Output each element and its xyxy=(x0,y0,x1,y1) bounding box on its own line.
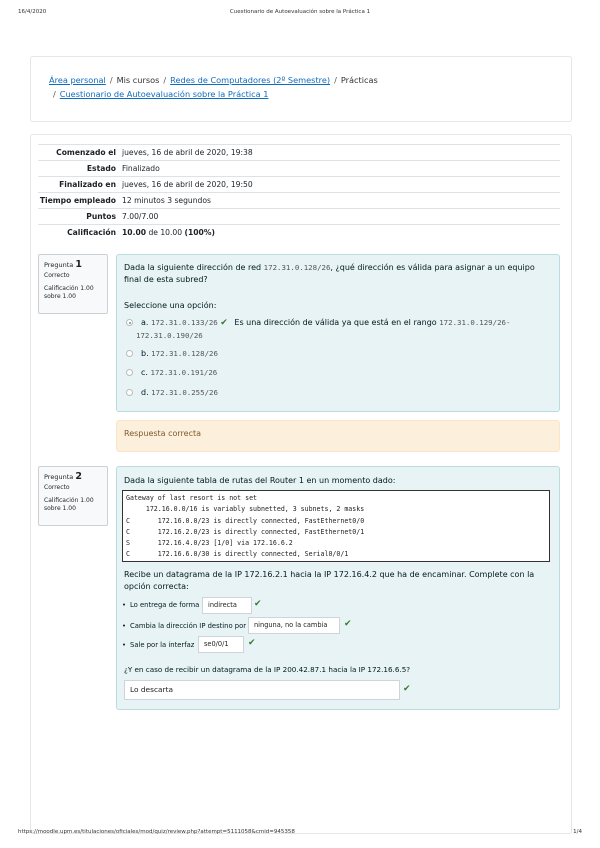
print-title: Cuestionario de Autoevaluación sobre la Práctica 1 xyxy=(229,9,371,15)
summary-value: jueves, 16 de abril de 2020, 19:38 xyxy=(122,148,253,157)
routing-line: C 172.16.2.0/23 is directly connected, FastEthernet0/1 xyxy=(126,527,365,536)
followup-answer-input[interactable]: Lo descarta xyxy=(124,680,400,700)
question-state: Correcto xyxy=(44,484,70,491)
option-explanation: Es una dirección de válida ya que está en el rango xyxy=(234,318,440,327)
routing-line: C 172.16.0.0/23 is directly connected, FastEthernet0/0 xyxy=(126,516,365,525)
breadcrumb-separator: / xyxy=(163,75,167,85)
blank-3-input[interactable]: se0/0/1 xyxy=(198,636,244,653)
attempt-summary-table xyxy=(38,144,560,240)
breadcrumb-course[interactable]: Redes de Computadores (2º Semestre) xyxy=(170,75,331,85)
summary-key: Comenzado el xyxy=(56,148,116,157)
question-number-value: 1 xyxy=(75,259,82,270)
blank-3-label: • Sale por la interfaz xyxy=(122,641,194,649)
print-date: 16/4/2020 xyxy=(18,9,47,15)
question-prompt: Seleccione una opción: xyxy=(124,301,217,310)
summary-key: Estado xyxy=(86,164,116,173)
blank-2-input[interactable]: ninguna, no la cambia xyxy=(248,617,340,634)
summary-key: Calificación xyxy=(67,228,116,237)
check-icon: ✔ xyxy=(344,619,352,629)
breadcrumb-separator: / xyxy=(109,75,113,85)
question-1-info xyxy=(38,254,108,314)
summary-row xyxy=(38,144,560,160)
check-icon: ✔ xyxy=(220,318,228,328)
question-2-instruction: Recibe un datagrama de la IP 172.16.2.1 hacia la IP 172.16.4.2 que ha de encaminar. Complete con la opción correcta: xyxy=(124,570,535,591)
blank-1-label: • Lo entrega de forma xyxy=(122,601,199,609)
breadcrumb-area-personal[interactable]: Área personal xyxy=(49,75,106,85)
option-a[interactable]: a. 172.31.0.133/26 ✔ Es una dirección de válida ya que está en el rango 172.31.0.129/26- xyxy=(126,318,510,328)
routing-table xyxy=(122,490,550,562)
summary-value: Finalizado xyxy=(122,164,160,173)
routing-line: Gateway of last resort is not set xyxy=(126,494,258,502)
summary-row xyxy=(38,160,560,176)
question-2-followup: ¿Y en caso de recibir un datagrama de la IP 200.42.87.1 hacia la IP 172.16.6.5? xyxy=(124,665,411,674)
routing-line: C 172.16.6.0/30 is directly connected, Serial0/0/1 xyxy=(126,550,349,559)
question-2-info xyxy=(38,466,108,526)
summary-value xyxy=(122,227,560,238)
grade-value: 10.00 xyxy=(122,228,147,237)
breadcrumb-separator: / xyxy=(53,89,56,99)
question-grade: Calificación 1.00 sobre 1.00 xyxy=(44,285,94,300)
summary-key: Puntos xyxy=(86,212,116,221)
radio-selected[interactable] xyxy=(126,319,133,326)
summary-row xyxy=(38,192,560,208)
breadcrumb-line-2 xyxy=(53,89,268,99)
question-grade: Calificación 1.00 sobre 1.00 xyxy=(44,497,94,512)
blank-1-input[interactable]: indirecta xyxy=(202,597,252,614)
summary-key: Finalizado en xyxy=(59,180,116,189)
print-header xyxy=(18,9,582,19)
print-footer xyxy=(18,829,582,835)
question-1-text: Dada la siguiente dirección de red 172.31.0.128/26, ¿qué dirección es válida para asignar a un equipo final de esta subred? xyxy=(124,263,535,284)
breadcrumb xyxy=(30,56,572,122)
summary-row xyxy=(38,176,560,192)
breadcrumb-separator: / xyxy=(334,75,337,85)
grade-max: de 10.00 xyxy=(146,228,185,237)
summary-row xyxy=(38,224,560,240)
print-url: https://moodle.upm.es/titulaciones/oficiales/mod/quiz/review.php?attempt=5111058&cmid=945358 xyxy=(18,829,295,835)
summary-value: 12 minutos 3 segundos xyxy=(122,196,211,205)
breadcrumb-mis-cursos[interactable]: Mis cursos xyxy=(116,75,160,85)
check-icon: ✔ xyxy=(254,599,262,609)
grade-percent: (100%) xyxy=(184,228,215,237)
network-address: 172.31.0.128/26 xyxy=(263,263,331,272)
question-2-intro: Dada la siguiente tabla de rutas del Router 1 en un momento dado: xyxy=(124,476,396,485)
summary-key: Tiempo empleado xyxy=(39,196,116,205)
breadcrumb-line-1 xyxy=(49,75,378,85)
blank-2-label: • Cambia la dirección IP destino por xyxy=(122,622,246,630)
radio-unselected[interactable] xyxy=(126,369,133,376)
radio-unselected[interactable] xyxy=(126,389,133,396)
feedback-box xyxy=(116,420,560,452)
check-icon: ✔ xyxy=(403,684,411,694)
question-state: Correcto xyxy=(44,272,70,279)
summary-value: 7.00/7.00 xyxy=(122,212,159,221)
question-number: Pregunta 2 xyxy=(44,471,82,482)
print-page-number: 1/4 xyxy=(573,829,582,835)
radio-unselected[interactable] xyxy=(126,350,133,357)
question-number: Pregunta 1 xyxy=(44,259,82,270)
routing-line: 172.16.0.0/16 is variably subnetted, 3 subnets, 2 masks xyxy=(126,505,365,514)
breadcrumb-quiz[interactable]: Cuestionario de Autoevaluación sobre la Práctica 1 xyxy=(59,89,269,99)
feedback-text: Respuesta correcta xyxy=(124,429,202,438)
breadcrumb-practicas[interactable]: Prácticas xyxy=(340,75,378,85)
routing-line: S 172.16.4.0/23 [1/0] via 172.16.6.2 xyxy=(126,539,293,548)
check-icon: ✔ xyxy=(248,638,256,648)
summary-row xyxy=(38,208,560,224)
question-number-value: 2 xyxy=(75,471,82,482)
option-d[interactable]: d. 172.31.0.255/26 xyxy=(126,388,218,397)
summary-value: jueves, 16 de abril de 2020, 19:50 xyxy=(122,180,253,189)
option-c[interactable]: c. 172.31.0.191/26 xyxy=(126,368,217,377)
option-explanation-cont: 172.31.0.190/26 xyxy=(136,331,203,340)
option-b[interactable]: b. 172.31.0.128/26 xyxy=(126,349,218,358)
